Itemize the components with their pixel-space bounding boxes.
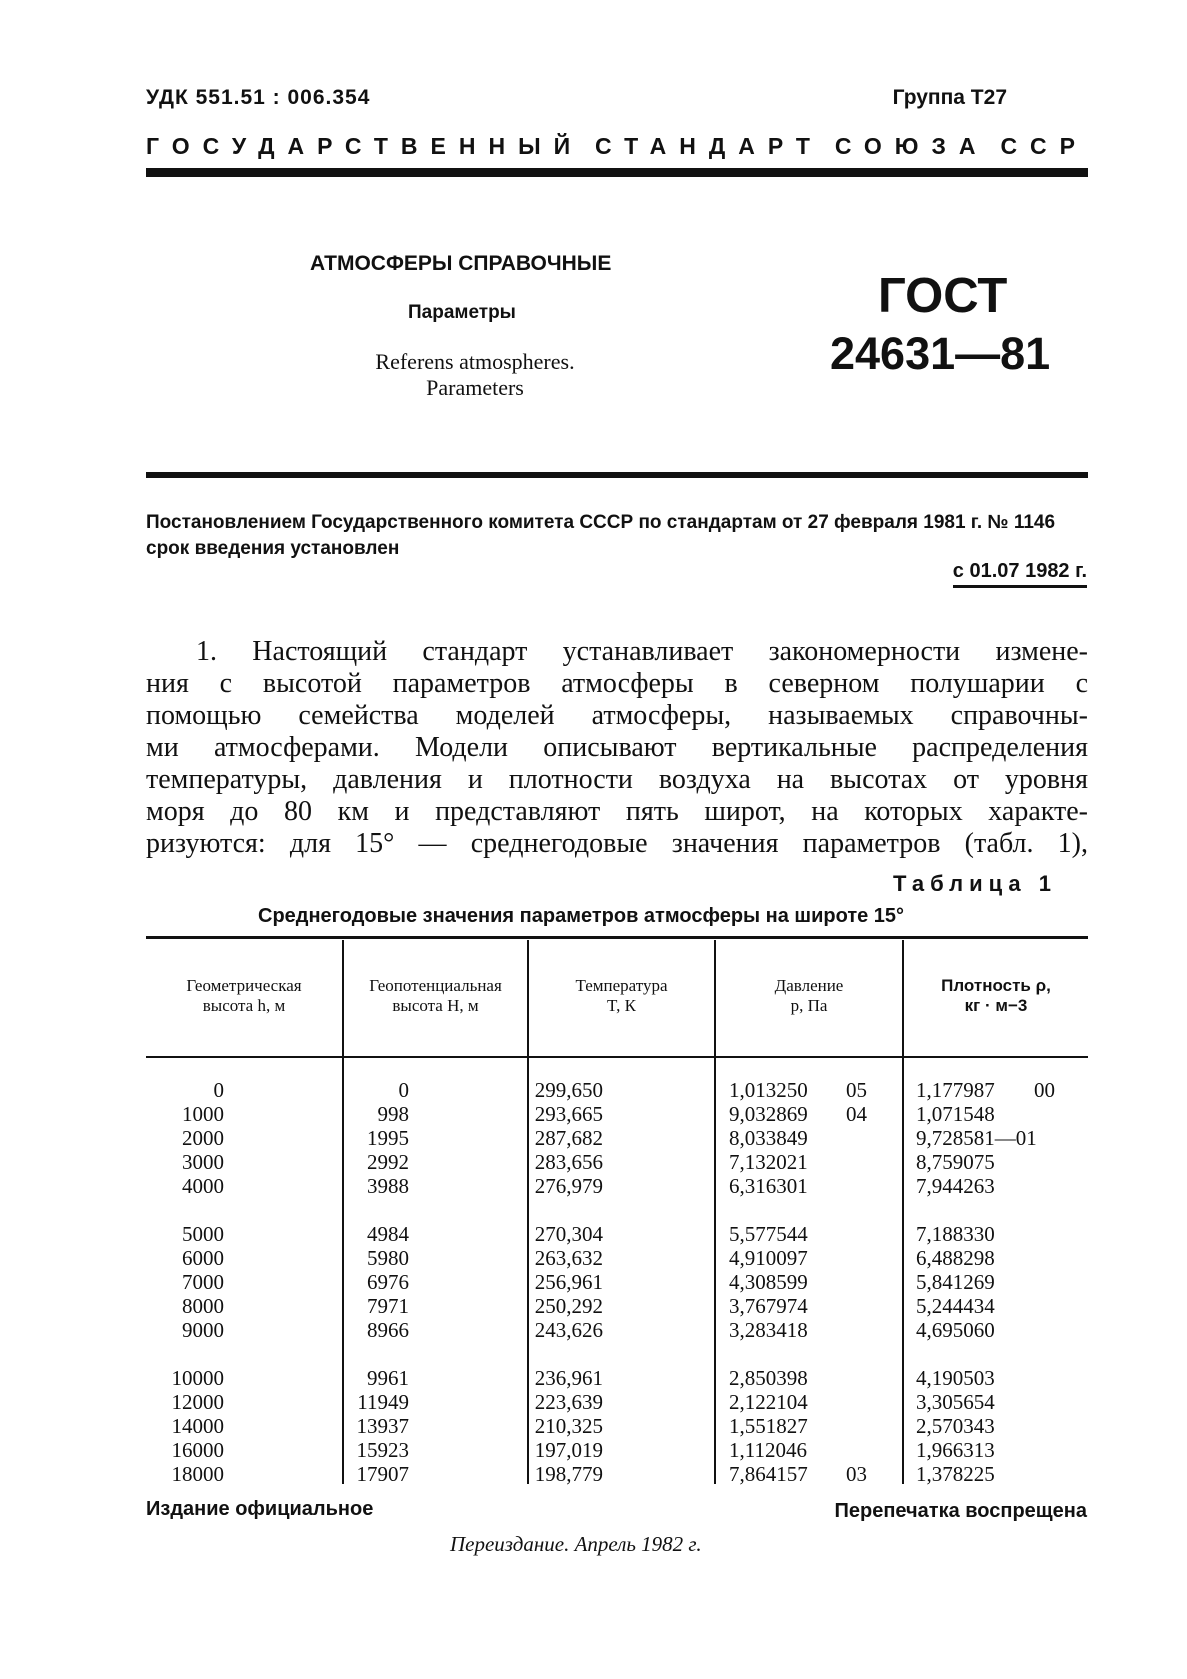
- banner-word: СОЮЗА: [834, 133, 989, 159]
- paragraph-line: помощью семейства моделей атмосферы, называемых справочны-: [146, 700, 1088, 731]
- cell-pressure: 1,551827: [729, 1414, 808, 1438]
- document-title: АТМОСФЕРЫ СПРАВОЧНЫЕ: [310, 252, 612, 275]
- header-line: T, К: [607, 996, 636, 1015]
- header-line: Плотность ρ,: [941, 976, 1051, 995]
- cell-temperature: 210,325: [534, 1414, 603, 1438]
- header-line: Температура: [575, 976, 668, 995]
- cell-geometric-height: 2000: [182, 1126, 224, 1150]
- cell-geopotential-height: 11949: [357, 1390, 409, 1414]
- cell-geometric-height: 3000: [182, 1150, 224, 1174]
- header-line: кг · м−3: [964, 996, 1028, 1015]
- paragraph-line: температуры, давления и плотности воздуха на высотах от уровня: [146, 764, 1088, 795]
- table-caption: Среднегодовые значения параметров атмосферы на широте 15°: [258, 905, 905, 927]
- banner-word: ГОСУДАРСТВЕННЫЙ: [146, 133, 584, 159]
- header-line: высота h, м: [202, 996, 286, 1015]
- header-line: p, Па: [790, 996, 828, 1015]
- table-row: [146, 1438, 1088, 1462]
- gost-number: 24631—81: [830, 328, 1051, 379]
- cell-temperature: 256,961: [534, 1270, 603, 1294]
- cell-temperature: 250,292: [534, 1294, 603, 1318]
- cell-density: 1,071548: [916, 1102, 995, 1126]
- cell-geopotential-height: 5980: [367, 1246, 409, 1270]
- cell-geopotential-height: 998: [377, 1102, 409, 1126]
- cell-density: 5,841269: [916, 1270, 995, 1294]
- banner-word: ССР: [1000, 133, 1088, 159]
- body-paragraph: [146, 636, 1088, 860]
- cell-geopotential-height: 15923: [356, 1438, 409, 1462]
- cell-temperature: 299,650: [534, 1078, 603, 1102]
- table-row: [146, 1390, 1088, 1414]
- table-row: [146, 1270, 1088, 1294]
- english-title-line: Parameters: [426, 375, 524, 400]
- cell-pressure: 4,308599: [729, 1270, 808, 1294]
- table-row: [146, 1414, 1088, 1438]
- cell-density: 8,759075: [916, 1150, 995, 1174]
- paragraph-line: ми атмосферами. Модели описывают вертикальные распределения: [146, 732, 1088, 763]
- cell-geometric-height: 1000: [182, 1102, 224, 1126]
- paragraph-line: моря до 80 км и представляют пять широт, на которых характе-: [146, 796, 1088, 827]
- decree-text: Постановлением Государственного комитета СССР по стандартам от 27 февраля 1981 г. № 1146 срок введения установлен: [146, 512, 1056, 559]
- table-row: [146, 1150, 1088, 1174]
- cell-density: 4,190503: [916, 1366, 995, 1390]
- state-standard-banner: [146, 133, 1088, 160]
- cell-density: 1,966313: [916, 1438, 995, 1462]
- cell-density: 7,188330: [916, 1222, 995, 1246]
- document-subtitle: Параметры: [408, 302, 516, 323]
- table-row: [146, 1462, 1088, 1486]
- cell-pressure-exponent: 03: [846, 1462, 867, 1486]
- cell-density: 1,378225: [916, 1462, 995, 1486]
- cell-temperature: 283,656: [534, 1150, 603, 1174]
- cell-geometric-height: 14000: [171, 1414, 224, 1438]
- cell-density: 7,944263: [916, 1174, 995, 1198]
- udk-code: УДК 551.51 : 006.354: [146, 86, 371, 109]
- cell-geometric-height: 10000: [171, 1366, 224, 1390]
- table-label: Таблица 1: [892, 871, 1057, 896]
- cell-density: 4,695060: [916, 1318, 995, 1342]
- paragraph-line: ния с высотой параметров атмосферы в северном полушарии с: [146, 668, 1088, 699]
- reissue-note: Переиздание. Апрель 1982 г.: [450, 1532, 702, 1556]
- header-line: Геопотенциальная: [369, 976, 502, 995]
- table-header-rule: [146, 1056, 1088, 1058]
- gost-label: ГОСТ: [878, 269, 1008, 323]
- cell-pressure: 8,033849: [729, 1126, 808, 1150]
- cell-temperature: 236,961: [534, 1366, 603, 1390]
- cell-temperature: 197,019: [534, 1438, 603, 1462]
- cell-density: 5,244434: [916, 1294, 995, 1318]
- cell-pressure: 1,112046: [729, 1438, 807, 1462]
- cell-geometric-height: 0: [213, 1078, 224, 1102]
- english-title-line: Referens atmospheres.: [375, 349, 575, 374]
- table-row: [146, 1222, 1088, 1246]
- cell-geometric-height: 18000: [171, 1462, 224, 1486]
- cell-density: 3,305654: [916, 1390, 995, 1414]
- table-row: [146, 1174, 1088, 1198]
- cell-temperature: 223,639: [534, 1390, 603, 1414]
- cell-pressure: 4,910097: [729, 1246, 808, 1270]
- cell-pressure: 3,767974: [729, 1294, 808, 1318]
- header-temperature: [529, 976, 714, 1016]
- cell-geopotential-height: 9961: [367, 1366, 409, 1390]
- group-code: Группа Т27: [892, 86, 1007, 109]
- english-title: [340, 349, 610, 401]
- header-geopotential-height: [344, 976, 527, 1016]
- table-row: [146, 1294, 1088, 1318]
- cell-pressure: 5,577544: [729, 1222, 808, 1246]
- header-pressure: [716, 976, 902, 1016]
- header-line: высота H, м: [392, 996, 479, 1015]
- cell-density: 6,488298: [916, 1246, 995, 1270]
- cell-density: 1,177987: [916, 1078, 995, 1102]
- cell-geometric-height: 5000: [182, 1222, 224, 1246]
- cell-geometric-height: 6000: [182, 1246, 224, 1270]
- official-edition-note: Издание официальное: [146, 1498, 374, 1520]
- cell-temperature: 270,304: [534, 1222, 603, 1246]
- table-row: [146, 1246, 1088, 1270]
- cell-temperature: 276,979: [534, 1174, 603, 1198]
- cell-pressure-exponent: 04: [846, 1102, 867, 1126]
- table-row: [146, 1102, 1088, 1126]
- cell-temperature: 263,632: [534, 1246, 603, 1270]
- cell-temperature: 287,682: [534, 1126, 603, 1150]
- banner-word: СТАНДАРТ: [595, 133, 823, 159]
- header-geometric-height: [146, 976, 342, 1016]
- cell-pressure: 3,283418: [729, 1318, 808, 1342]
- cell-geopotential-height: 0: [398, 1078, 409, 1102]
- table-row: [146, 1126, 1088, 1150]
- table-row: [146, 1318, 1088, 1342]
- cell-temperature: 198,779: [534, 1462, 603, 1486]
- cell-geopotential-height: 6976: [367, 1270, 409, 1294]
- cell-geometric-height: 16000: [171, 1438, 224, 1462]
- table-row: [146, 1078, 1088, 1102]
- header-line: Геометрическая: [186, 976, 302, 995]
- cell-geopotential-height: 1995: [367, 1126, 409, 1150]
- effective-date: с 01.07 1982 г.: [953, 560, 1087, 588]
- cell-geopotential-height: 3988: [367, 1174, 409, 1198]
- cell-geopotential-height: 8966: [367, 1318, 409, 1342]
- atmosphere-table: [146, 936, 1088, 1484]
- cell-geometric-height: 7000: [182, 1270, 224, 1294]
- cell-density: 9,728581—01: [916, 1126, 1037, 1150]
- middle-rule: [146, 472, 1088, 478]
- cell-pressure: 9,032869: [729, 1102, 808, 1126]
- cell-geopotential-height: 4984: [367, 1222, 409, 1246]
- reprint-prohibited-note: Перепечатка воспрещена: [834, 1500, 1087, 1522]
- table-row: [146, 1366, 1088, 1390]
- paragraph-line: 1. Настоящий стандарт устанавливает закономерности измене-: [196, 636, 1088, 667]
- header-density: [904, 976, 1088, 1016]
- cell-density: 2,570343: [916, 1414, 995, 1438]
- cell-pressure: 2,850398: [729, 1366, 808, 1390]
- cell-pressure: 7,132021: [729, 1150, 808, 1174]
- cell-pressure: 6,316301: [729, 1174, 808, 1198]
- cell-temperature: 243,626: [534, 1318, 603, 1342]
- cell-pressure: 2,122104: [729, 1390, 808, 1414]
- cell-geometric-height: 9000: [182, 1318, 224, 1342]
- cell-pressure-exponent: 05: [846, 1078, 867, 1102]
- cell-geometric-height: 12000: [171, 1390, 224, 1414]
- cell-geopotential-height: 2992: [367, 1150, 409, 1174]
- header-line: Давление: [774, 976, 844, 995]
- cell-density-exponent: 00: [1034, 1078, 1055, 1102]
- table-top-rule: [146, 936, 1088, 939]
- cell-geopotential-height: 13937: [356, 1414, 409, 1438]
- paragraph-line: ризуются: для 15° — среднегодовые значения параметров (табл. 1),: [146, 828, 1088, 859]
- cell-geopotential-height: 17907: [356, 1462, 409, 1486]
- cell-temperature: 293,665: [534, 1102, 603, 1126]
- cell-geometric-height: 8000: [182, 1294, 224, 1318]
- cell-pressure: 1,013250: [729, 1078, 808, 1102]
- cell-geopotential-height: 7971: [367, 1294, 409, 1318]
- cell-pressure: 7,864157: [729, 1462, 808, 1486]
- top-rule: [146, 168, 1088, 177]
- table-body: [146, 1078, 1088, 1486]
- cell-geometric-height: 4000: [182, 1174, 224, 1198]
